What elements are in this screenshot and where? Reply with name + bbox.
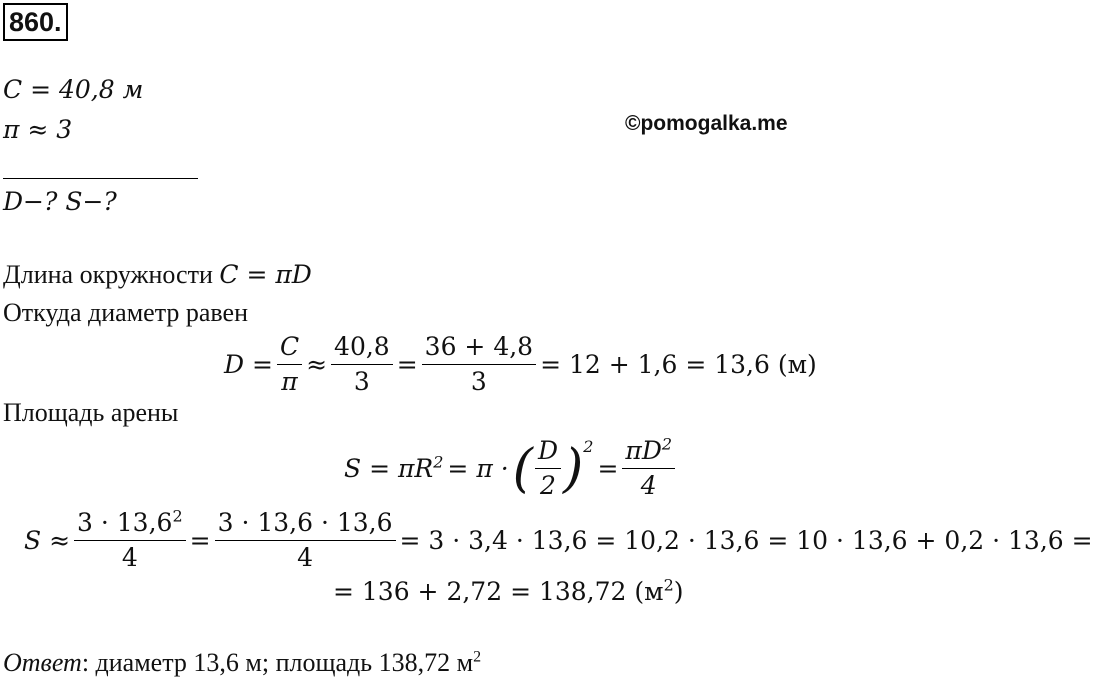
fraction-denominator: 2	[540, 471, 556, 500]
fraction-numerator: 3 · 13,6 · 13,6	[215, 506, 396, 541]
diameter-intro: Откуда диаметр равен	[3, 298, 249, 327]
equals-sign: =	[396, 350, 418, 379]
left-paren: (	[512, 438, 533, 499]
fraction-denominator: 4	[640, 471, 657, 500]
answer-text: : диаметр 13,6 м; площадь 138,72 м	[81, 648, 474, 677]
fraction-3-13-6-13-6-over-4	[215, 506, 396, 575]
fraction-c-over-pi	[277, 330, 302, 399]
exponent: 2	[433, 452, 444, 472]
fraction-numerator: 40,8	[331, 330, 393, 365]
fraction-denominator: 4	[297, 543, 313, 572]
diameter-result: = 12 + 1,6 = 13,6 (м)	[540, 350, 817, 379]
fraction-numerator: 36 + 4,8	[422, 330, 536, 365]
area-formula-mid: = π ·	[447, 454, 509, 483]
given-divider	[3, 178, 198, 179]
fraction-denominator: 3	[470, 367, 487, 396]
answer-label: Ответ	[3, 648, 82, 677]
fraction-pi-d2-over-4	[622, 434, 675, 503]
diameter-equation	[222, 330, 819, 399]
fraction-numerator: $\pi D^2$	[622, 434, 675, 469]
area-calc-lhs: S ≈	[24, 526, 71, 555]
area-formula-lhs: $S = \pi R^2$	[344, 452, 444, 483]
find-line: D−? S−?	[3, 187, 117, 216]
fraction-numerator: $3 \cdot 13,6^2$	[74, 506, 186, 541]
fraction-d-over-2	[535, 434, 561, 503]
area-calc-chain: = 3 · 3,4 · 13,6 = 10,2 · 13,6 = 10 · 13,6 + 0,2 · 13,6 =	[399, 526, 1093, 555]
circumference-text	[3, 260, 312, 290]
approx-sign: ≈	[306, 350, 328, 379]
equals-sign: =	[597, 454, 619, 483]
fraction-numerator: C	[277, 330, 302, 365]
fraction-40-8-over-3	[331, 330, 393, 399]
given-pi: π ≈ 3	[3, 115, 73, 144]
area-calculation	[22, 506, 1095, 575]
fraction-denominator: 4	[121, 543, 138, 572]
fraction-36-plus-4-8-over-3	[422, 330, 536, 399]
answer-line	[3, 648, 481, 678]
right-paren-with-exponent: )$^2$	[562, 436, 594, 499]
watermark: ©pomogalka.me	[625, 112, 788, 135]
area-result: = 136 + 2,72 = 138,72 $(м^2)$	[333, 575, 684, 606]
area-formula	[342, 434, 677, 503]
equals-sign: =	[189, 526, 211, 555]
fraction-denominator: π	[281, 367, 298, 396]
exponent: 2	[473, 648, 482, 666]
fraction-3-times-13-6-sq-over-4	[74, 506, 186, 575]
problem-number: 860.	[3, 3, 68, 41]
fraction-denominator: 3	[353, 367, 370, 396]
circumference-label: Длина окружности	[3, 260, 213, 289]
area-intro: Площадь арены	[3, 398, 179, 427]
diameter-lhs: D =	[224, 350, 273, 379]
fraction-numerator: D	[535, 434, 561, 469]
circumference-formula: C = πD	[219, 260, 312, 289]
exponent: 2	[663, 575, 674, 595]
given-circumference: C = 40,8 м	[3, 75, 144, 104]
